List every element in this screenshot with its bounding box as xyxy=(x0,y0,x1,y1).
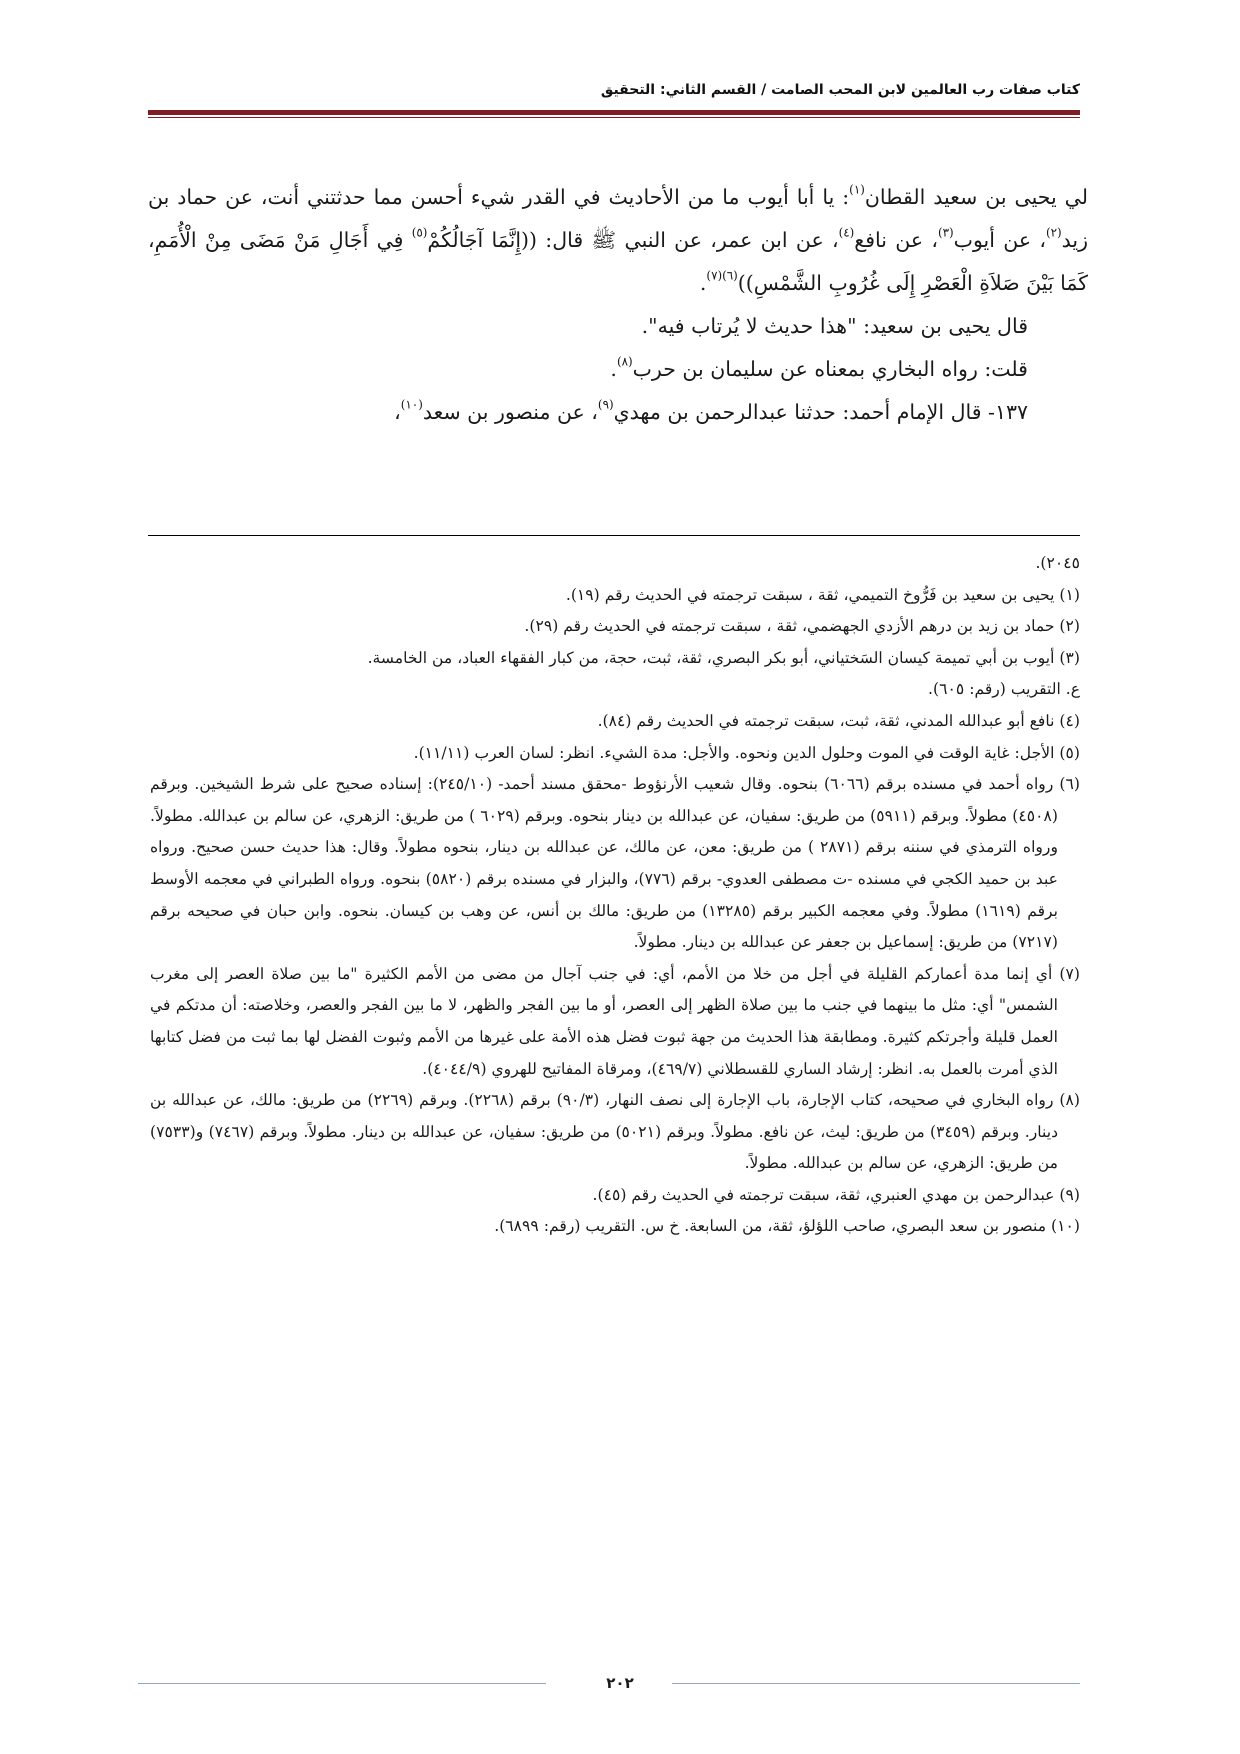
footnote-ref-10[interactable]: (١٠) xyxy=(400,397,423,412)
footnote-separator xyxy=(148,535,1080,536)
page-number: ٢٠٢ xyxy=(606,1674,634,1692)
footnote-ref-1[interactable]: (١) xyxy=(849,182,865,197)
footnote-ref-4[interactable]: (٤) xyxy=(838,225,855,240)
header-title: كتاب صفات رب العالمين لابن المحب الصامت / القسم الثاني: التحقيق xyxy=(600,82,1080,98)
footnotes xyxy=(150,548,1080,1243)
paragraph-hadith-text: لي يحيى بن سعيد القطان$^{(١)}$: يا أبا أيوب ما من الأحاديث في القدر شيء أحسن مما حدثتني أنت، عن حماد بن زيد$^{(٢)}$، عن أيوب$^{(٣)}$، عن نافع$^{(٤)}$، عن ابن عمر، عن النبي ﷺ قال: ((إِنَّمَا آجَالُكُمْ$^{(٥)}$ فِي أَجَالِ مَنْ مَضَى مِنْ الْأُمَمِ، كَمَا بَيْنَ صَلاَةِ الْعَصْرِ إِلَى غُرُوبِ الشَّمْسِ))$^{(٦)(٧)}$. xyxy=(148,182,1088,295)
footnote-10: (١٠) منصور بن سعد البصري، صاحب اللؤلؤ، ثقة، من السابعة. خ س. التقريب (رقم: ٦٨٩٩). xyxy=(494,1217,1080,1236)
paragraph-yahya-quote: قال يحيى بن سعيد: "هذا حديث لا يُرتاب فيه". xyxy=(641,314,1028,338)
paragraph-hadith-137: ١٣٧- قال الإمام أحمد: حدثنا عبدالرحمن بن مهدي$^{(٩)}$، عن منصور بن سعد$^{(١٠)}$، xyxy=(394,397,1028,424)
footnote-2: (٢) حماد بن زيد بن درهم الأزدي الجهضمي، ثقة ، سبقت ترجمته في الحديث رقم (٢٩). xyxy=(524,617,1080,636)
footnote-8: (٨) رواه البخاري في صحيحه، كتاب الإجارة، باب الإجارة إلى نصف النهار، (٩٠/٣) برقم (٢٢٦٨). وبرقم (٢٢٦٩) من طريق: مالك، عن عبدالله بن دينار. وبرقم (٣٤٥٩) من طريق: ليث، عن نافع. مطولاً. وبرقم (٥٠٢١) من طريق: سفيان، عن عبدالله بن دينار. مطولاً. وبرقم (٧٤٦٧) و(٧٥٣٣) من طريق: الزهري، عن سالم بن عبدالله. مطولاً. xyxy=(150,1091,1080,1173)
header-rule-thick xyxy=(148,110,1080,115)
footnote-3: (٣) أيوب بن أبي تميمة كيسان السَختياني، أبو بكر البصري، ثقة، ثبت، حجة، من كبار الفقهاء العباد، من الخامسة. xyxy=(367,648,1080,667)
footnote-ref-3[interactable]: (٣) xyxy=(937,225,954,240)
footnote-ref-6-7[interactable]: (٦)(٧) xyxy=(706,268,738,283)
footnote-1: (١) يحيى بن سعيد بن فَرُّوخ التميمي، ثقة ، سبقت ترجمته في الحديث رقم (١٩). xyxy=(565,585,1080,604)
main-text xyxy=(148,176,1088,434)
footnote-6: (٦) رواه أحمد في مسنده برقم (٦٠٦٦) بنحوه. وقال شعيب الأرنؤوط -محقق مسند أحمد- (٢٤٥/١٠): إسناده صحيح على شرط الشيخين. وبرقم (٤٥٠٨) مطولاً. وبرقم (٥٩١١) من طريق: سفيان، عن عبدالله بن دينار بنحوه. وبرقم (٦٠٢٩ ) من طريق: الزهري، عن سالم بن عبدالله. مطولاً. ورواه الترمذي في سننه برقم (٢٨٧١ ) من طريق: معن، عن مالك، عن عبدالله بن دينار، بنحوه مطولاً. وقال: هذا حديث حسن صحيح. ورواه عبد بن حميد الكجي في مسنده -ت مصطفى العدوي- برقم (٧٧٦)، والبزار في مسنده برقم (٥٨٢٠) بنحوه. ورواه الطبراني في معجمه الأوسط برقم (١٦١٩) مطولاً. وفي معجمه الكبير برقم (١٣٢٨٥) من طريق: مالك بن أنس، عن وهب بن كيسان. بنحوه. وابن حبان في صحيحه برقم (٧٢١٧) من طريق: إسماعيل بن جعفر عن عبدالله بن دينار. مطولاً. xyxy=(150,775,1080,952)
footnote-7: (٧) أي إنما مدة أعماركم القليلة في أجل من خلا من الأمم، أي: في جنب آجال من مضى من الأمم الكثيرة "ما بين صلاة العصر إلى مغرب الشمس" أي: مثل ما بينهما في جنب ما بين صلاة الظهر إلى العصر، أو ما بين الفجر والظهر، لا ما بين الفجر والعصر، وخلاصته: أن مدتكم في العمل قليلة وأجرتكم كثيرة. ومطابقة هذا الحديث من جهة ثبوت فضل هذه الأمة على غيرها من الأمم وثبوت الفضل لها بما ثبت من فضل كتابها الذي أمرت بالعمل به. انظر: إرشاد الساري للقسطلاني (٤٦٩/٧)، ومرقاة المفاتيح للهروي (٤٠٤٤/٩). xyxy=(150,964,1080,1078)
header-rule-thin xyxy=(148,117,1080,118)
running-header xyxy=(148,78,1080,102)
footnote-ref-2[interactable]: (٢) xyxy=(1045,225,1062,240)
footnote-carryover: ٢٠٤٥). xyxy=(1035,554,1080,572)
footnote-ref-8[interactable]: (٨) xyxy=(616,354,633,369)
footnote-ref-9[interactable]: (٩) xyxy=(597,397,614,412)
footnote-9: (٩) عبدالرحمن بن مهدي العنبري، ثقة، سبقت ترجمته في الحديث رقم (٤٥). xyxy=(592,1185,1080,1204)
paragraph-bukhari-note: قلت: رواه البخاري بمعناه عن سليمان بن حرب$^{(٨)}$. xyxy=(610,354,1028,381)
footnote-3-continued: ع. التقريب (رقم: ٦٠٥). xyxy=(928,680,1080,699)
footnote-5: (٥) الأجل: غاية الوقت في الموت وحلول الدين ونحوه. والأجل: مدة الشيء. انظر: لسان العرب (١١/١١). xyxy=(413,743,1080,762)
footnote-4: (٤) نافع أبو عبدالله المدني، ثقة، ثبت، سبقت ترجمته في الحديث رقم (٨٤). xyxy=(597,711,1080,730)
footnote-ref-5[interactable]: (٥) xyxy=(411,225,428,240)
